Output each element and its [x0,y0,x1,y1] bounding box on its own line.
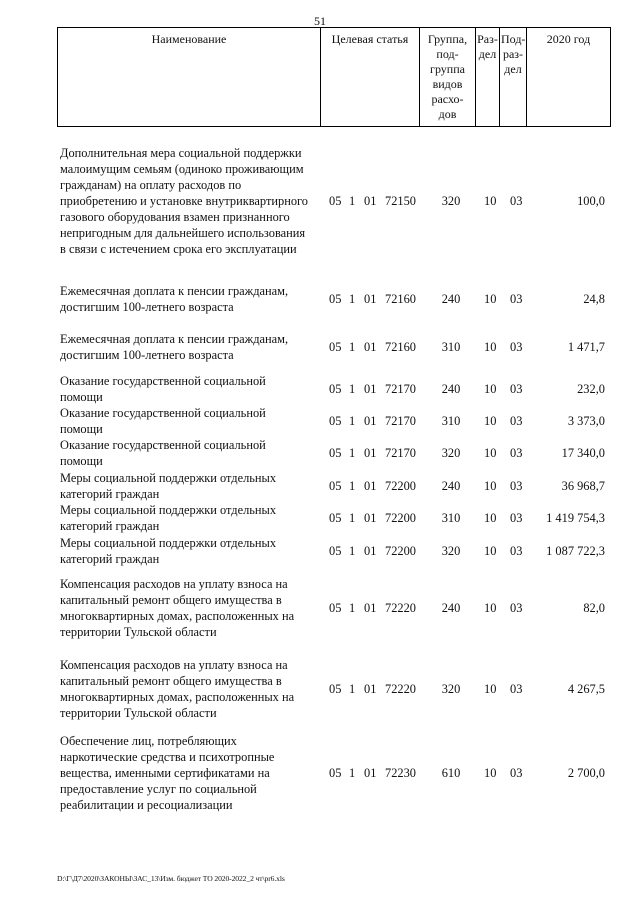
row-razdel: 10 [484,382,497,396]
row-podrazdel: 03 [510,766,523,780]
row-target-d: 72200 [385,511,416,525]
row-razdel: 10 [484,601,497,615]
row-razdel: 10 [484,511,497,525]
row-podrazdel: 03 [510,511,523,525]
row-group: 320 [441,544,461,558]
header-group: Группа, под- группа видов расхо- дов [420,28,476,127]
row-sum: 1 471,7 [567,340,605,354]
row-target-a: 05 [329,601,342,615]
row-sum: 17 340,0 [561,446,605,460]
row-name: Меры социальной поддержки отдельных категорий граждан [60,471,277,501]
row-target-b: 1 [349,414,356,428]
row-name: Обеспечение лиц, потребляющих наркотические средства и психотропные вещества, именными сертификатами на предоставление услуг по социальной реабилитации и ресоциализации [60,734,275,812]
row-target-a: 05 [329,766,342,780]
row-name: Оказание государственной социальной помощи [60,374,266,404]
header-podrazdel: Под- раз- дел [500,28,527,127]
page-number: 51 [314,14,326,28]
row-target-b: 1 [349,446,356,460]
row-razdel: 10 [484,766,497,780]
row-target-b: 1 [349,682,356,696]
row-name: Ежемесячная доплата к пенсии гражданам, достигшим 100-летнего возраста [60,284,289,314]
row-podrazdel: 03 [510,544,523,558]
row-group: 240 [441,601,461,615]
row-target-d: 72220 [385,601,416,615]
file-path-footer: D:\Г\Д7\2020\ЗАКОНЫ\ЗАС_13\Изм. бюджет ТО 2020-2022_2 чт\pr6.xls [57,874,285,883]
row-target-b: 1 [349,601,356,615]
row-target-a: 05 [329,194,342,208]
row-target-a: 05 [329,446,342,460]
row-target-c: 01 [364,544,377,558]
row-razdel: 10 [484,292,497,306]
row-target-b: 1 [349,479,356,493]
row-target-b: 1 [349,292,356,306]
row-target-a: 05 [329,382,342,396]
row-target-b: 1 [349,544,356,558]
row-target-b: 1 [349,766,356,780]
row-podrazdel: 03 [510,479,523,493]
row-sum: 36 968,7 [561,479,605,493]
header-name: Наименование [58,28,321,127]
row-sum: 1 087 722,3 [546,544,605,558]
row-sum: 100,0 [577,194,605,208]
row-target-c: 01 [364,340,377,354]
row-target-d: 72200 [385,544,416,558]
row-target-d: 72230 [385,766,416,780]
row-razdel: 10 [484,544,497,558]
row-podrazdel: 03 [510,414,523,428]
row-target-c: 01 [364,682,377,696]
row-name: Меры социальной поддержки отдельных категорий граждан [60,503,277,533]
header-target: Целевая статья [321,28,420,127]
row-target-a: 05 [329,479,342,493]
row-target-d: 72150 [385,194,416,208]
row-group: 310 [441,414,461,428]
row-target-b: 1 [349,511,356,525]
row-name: Дополнительная мера социальной поддержки малоимущим семьям (одиноко проживающим гражданам) на оплату расходов по приобретению и установке внутриквартирного газового оборудования взамен признанного непригодным для дальнейшего использования в связи с истечением срока его эксплуатации [60,146,308,256]
row-group: 320 [441,446,461,460]
row-target-c: 01 [364,292,377,306]
row-name: Оказание государственной социальной помощи [60,438,266,468]
row-razdel: 10 [484,340,497,354]
row-group: 310 [441,340,461,354]
row-name: Компенсация расходов на уплату взноса на капитальный ремонт общего имущества в многоквартирных домах, расположенных на территории Тульской области [60,658,295,720]
row-group: 310 [441,511,461,525]
row-sum: 1 419 754,3 [546,511,605,525]
row-group: 240 [441,382,461,396]
row-razdel: 10 [484,479,497,493]
row-target-a: 05 [329,544,342,558]
row-sum: 2 700,0 [567,766,605,780]
header-razdel: Раз- дел [476,28,500,127]
row-target-d: 72160 [385,340,416,354]
row-podrazdel: 03 [510,292,523,306]
row-group: 240 [441,292,461,306]
row-target-b: 1 [349,194,356,208]
row-target-c: 01 [364,511,377,525]
row-target-c: 01 [364,414,377,428]
row-target-d: 72170 [385,414,416,428]
row-sum: 4 267,5 [567,682,605,696]
row-group: 320 [441,194,461,208]
row-sum: 82,0 [583,601,605,615]
row-podrazdel: 03 [510,340,523,354]
row-target-b: 1 [349,340,356,354]
row-target-b: 1 [349,382,356,396]
row-target-c: 01 [364,446,377,460]
row-target-d: 72170 [385,382,416,396]
row-target-c: 01 [364,766,377,780]
row-group: 610 [441,766,461,780]
row-target-c: 01 [364,479,377,493]
row-podrazdel: 03 [510,194,523,208]
row-name: Компенсация расходов на уплату взноса на капитальный ремонт общего имущества в многоквартирных домах, расположенных на территории Тульской области [60,577,295,639]
header-year: 2020 год [527,28,611,127]
row-podrazdel: 03 [510,601,523,615]
row-target-d: 72160 [385,292,416,306]
row-podrazdel: 03 [510,382,523,396]
row-name: Меры социальной поддержки отдельных категорий граждан [60,536,277,566]
row-target-a: 05 [329,292,342,306]
row-name: Оказание государственной социальной помощи [60,406,266,436]
row-target-d: 72200 [385,479,416,493]
row-sum: 3 373,0 [567,414,605,428]
row-target-d: 72170 [385,446,416,460]
row-target-a: 05 [329,340,342,354]
row-podrazdel: 03 [510,446,523,460]
row-razdel: 10 [484,446,497,460]
row-target-a: 05 [329,682,342,696]
row-group: 320 [441,682,461,696]
row-podrazdel: 03 [510,682,523,696]
row-target-a: 05 [329,511,342,525]
row-target-c: 01 [364,194,377,208]
row-target-c: 01 [364,601,377,615]
row-target-d: 72220 [385,682,416,696]
row-sum: 24,8 [583,292,605,306]
row-razdel: 10 [484,414,497,428]
table-header [57,27,611,127]
row-razdel: 10 [484,682,497,696]
row-sum: 232,0 [577,382,605,396]
row-target-c: 01 [364,382,377,396]
row-name: Ежемесячная доплата к пенсии гражданам, достигшим 100-летнего возраста [60,332,289,362]
row-group: 240 [441,479,461,493]
row-target-a: 05 [329,414,342,428]
row-razdel: 10 [484,194,497,208]
